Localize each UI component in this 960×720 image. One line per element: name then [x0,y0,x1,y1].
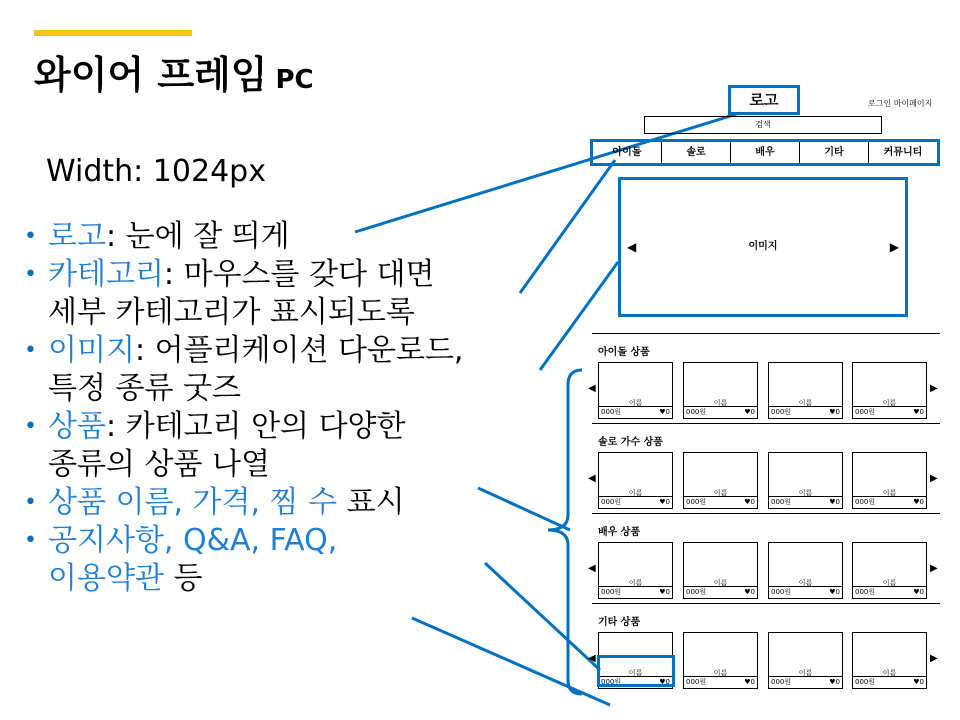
page-title: 와이어 프레임 PC [34,53,314,97]
category-item: 아이돌 [593,142,662,163]
product-name: 이름 [882,669,897,677]
product-info-highlight [597,655,675,687]
connector-product-info [485,563,600,670]
product-price: 000원 [855,678,876,686]
product-card [598,362,673,419]
section-title: 솔로 가수 상품 [598,437,663,448]
product-card [852,452,927,509]
product-name: 이름 [628,669,643,677]
heart-icon: ♥0 [744,678,755,686]
row-prev-arrow-icon: ◀ [588,473,596,484]
product-price: 000원 [771,408,792,416]
category-item: 기타 [800,142,869,163]
bullet-notice: • 공지사항, Q&A, FAQ, 이용약관 등 [22,522,463,598]
product-card [852,362,927,419]
heart-icon: ♥0 [913,498,924,506]
bullet-product: • 상품: 카테고리 안의 다양한 종류의 상품 나열 [22,408,463,484]
product-name: 이름 [882,489,897,497]
banner-prev-arrow-icon: ◀ [627,240,637,254]
heart-icon: ♥0 [829,408,840,416]
product-meta [853,406,926,418]
product-card [598,452,673,509]
section-title: 기타 상품 [598,617,641,628]
product-price: 000원 [601,588,622,596]
heart-icon: ♥0 [829,678,840,686]
category-item: 커뮤니티 [883,147,923,158]
product-meta [684,406,757,418]
connector-product [478,488,570,530]
heart-icon: ♥0 [744,498,755,506]
product-price: 000원 [601,498,622,506]
row-prev-arrow-icon: ◀ [588,383,596,394]
product-card [852,632,927,689]
banner-label: 이미지 [748,241,778,252]
width-label: Width: 1024px [46,154,266,189]
heart-icon: ♥0 [913,408,924,416]
product-price: 000원 [686,678,707,686]
product-meta [769,496,842,508]
banner-next-arrow-icon: ▶ [889,240,899,254]
product-price: 000원 [855,408,876,416]
product-meta [853,586,926,598]
product-name: 이름 [713,669,728,677]
product-price: 000원 [771,498,792,506]
heart-icon: ♥0 [829,588,840,596]
bullet-product-info: • 상품 이름, 가격, 찜 수 표시 [22,484,463,522]
product-meta [684,586,757,598]
product-price: 000원 [601,408,622,416]
product-meta [684,496,757,508]
product-name: 이름 [882,399,897,407]
category-item: 배우 [731,142,800,163]
product-card [683,542,758,599]
heart-icon: ♥0 [744,588,755,596]
wireframe-category-bar [590,139,940,166]
product-price: 000원 [771,678,792,686]
product-card [852,542,927,599]
row-next-arrow-icon: ▶ [930,563,938,574]
product-price: 000원 [601,678,622,686]
product-card [768,632,843,689]
heart-icon: ♥0 [744,408,755,416]
product-card [598,542,673,599]
product-name: 이름 [798,399,813,407]
product-meta [769,676,842,688]
row-next-arrow-icon: ▶ [930,653,938,664]
wireframe-login-links: 로그인 마이페이지 [868,99,933,108]
product-meta [769,406,842,418]
product-price: 000원 [686,408,707,416]
heart-icon: ♥0 [913,678,924,686]
product-name: 이름 [713,579,728,587]
section-divider [592,333,940,334]
product-meta [599,496,672,508]
product-card [768,452,843,509]
connector-category [520,160,615,293]
product-card [683,632,758,689]
heart-icon: ♥0 [659,588,670,596]
product-card [768,362,843,419]
product-card [683,362,758,419]
product-card [768,542,843,599]
heart-icon: ♥0 [913,588,924,596]
product-price: 000원 [686,588,707,596]
row-prev-arrow-icon: ◀ [588,563,596,574]
section-divider [592,513,940,514]
bullet-category: • 카테고리: 마우스를 갖다 대면 세부 카테고리가 표시되도록 [22,256,463,332]
connector-notice [412,618,610,705]
product-name: 이름 [628,489,643,497]
section-divider [592,603,940,604]
wireframe-search-bar: 검색 [644,116,882,134]
product-name: 이름 [798,669,813,677]
wireframe-logo: 로고 [728,85,800,115]
product-price: 000원 [686,498,707,506]
heart-icon: ♥0 [659,408,670,416]
heart-icon: ♥0 [659,498,670,506]
product-meta [769,586,842,598]
product-name: 이름 [713,399,728,407]
heart-icon: ♥0 [829,498,840,506]
annotation-list [22,218,463,598]
category-item: 솔로 [662,142,731,163]
product-name: 이름 [798,579,813,587]
heart-icon: ♥0 [659,678,670,686]
bullet-image: • 이미지: 어플리케이션 다운로드, 특정 종류 굿즈 [22,332,463,408]
product-name: 이름 [882,579,897,587]
row-prev-arrow-icon: ◀ [588,653,596,664]
product-price: 000원 [855,588,876,596]
product-meta [684,676,757,688]
product-price: 000원 [771,588,792,596]
product-price: 000원 [855,498,876,506]
product-brace [548,370,582,694]
wireframe-image-banner [618,177,908,317]
product-meta [599,586,672,598]
row-next-arrow-icon: ▶ [930,383,938,394]
row-next-arrow-icon: ▶ [930,473,938,484]
section-title: 아이돌 상품 [598,347,650,358]
bullet-logo: • 로고: 눈에 잘 띄게 [22,218,463,256]
product-meta [853,676,926,688]
product-name: 이름 [798,489,813,497]
product-meta [599,406,672,418]
product-name: 이름 [628,399,643,407]
product-card [683,452,758,509]
product-name: 이름 [713,489,728,497]
product-name: 이름 [628,579,643,587]
title-accent-bar [34,30,192,36]
section-title: 배우 상품 [598,527,641,538]
section-divider [592,423,940,424]
product-meta [853,496,926,508]
